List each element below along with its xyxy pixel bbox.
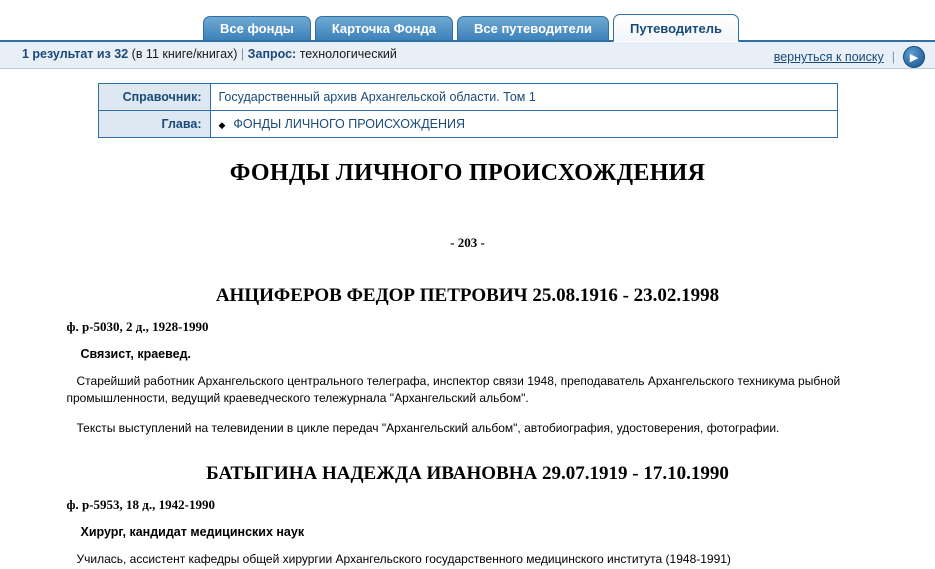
query-value: технологический	[299, 47, 397, 61]
entry-paragraph: Училась, ассистент кафедры общей хирургии Архангельского государственного медицинского института (1948-1991)	[76, 552, 731, 567]
table-row-chapter	[98, 111, 837, 138]
back-to-search-link[interactable]: вернуться к поиску	[773, 50, 884, 64]
tab-bar	[0, 0, 935, 42]
tab-all-guides[interactable]: Все путеводители	[457, 16, 609, 40]
entry-occupation: Хирург, кандидат медицинских наук	[80, 525, 305, 540]
diamond-bullet-icon: ◆	[218, 120, 226, 130]
page-number: - 203 -	[450, 235, 485, 250]
entry-paragraph: Тексты выступлений на телевидении в цикле передач "Архангельский альбом", автобиография, удостоверения, фотографии.	[76, 420, 780, 435]
status-bar	[0, 42, 935, 69]
status-separator: |	[237, 47, 248, 61]
entry-name: БАТЫГИНА НАДЕЖДА ИВАНОВНА 29.07.1919 - 17.10.1990	[206, 463, 729, 485]
chapter-value-cell[interactable]	[210, 111, 837, 138]
entry-anciferov	[53, 285, 883, 437]
status-separator-right: |	[891, 50, 895, 64]
result-count-text	[22, 47, 132, 61]
chapter-label: Глава:	[98, 111, 210, 138]
books-count-text: (в 11 книге/книгах)	[131, 47, 238, 61]
entry-name: АНЦИФЕРОВ ФЕДОР ПЕТРОВИЧ 25.08.1916 - 23.02.1998	[215, 285, 720, 306]
entry-fund-line: ф. р-5953, 18 д., 1942-1990	[66, 497, 215, 513]
reference-value: Государственный архив Архангельской области. Том 1	[210, 84, 837, 111]
entry-batygina	[53, 463, 883, 568]
query-label: Запрос:	[247, 47, 297, 61]
chapter-value: ФОНДЫ ЛИЧНОГО ПРОИСХОЖДЕНИЯ	[233, 117, 466, 131]
tab-guide[interactable]: Путеводитель	[613, 14, 739, 42]
table-row-reference	[98, 84, 837, 111]
result-count-value: 1 результат из 32	[22, 47, 132, 61]
arrow-right-icon[interactable]: ▶	[903, 46, 925, 68]
entry-occupation: Связист, краевед.	[80, 347, 191, 361]
tab-list	[203, 12, 739, 40]
entry-fund-line: ф. р-5030, 2 д., 1928-1990	[66, 319, 209, 334]
entry-paragraph: Старейший работник Архангельского центрального телеграфа, инспектор связи 1948, преподаватель Архангельского техникума рыбной промышленности, ведущий краеведческого тележурнала "Архангельский альбом".	[66, 374, 841, 406]
reference-header-table	[98, 83, 838, 138]
reference-label: Справочник:	[98, 84, 210, 111]
chapter-bullet-item	[219, 117, 829, 131]
tab-all-funds[interactable]: Все фонды	[203, 16, 311, 40]
document-chapter-title: ФОНДЫ ЛИЧНОГО ПРОИСХОЖДЕНИЯ	[229, 160, 706, 186]
status-bar-right	[774, 46, 925, 68]
tab-fund-card[interactable]: Карточка Фонда	[315, 16, 453, 40]
status-bar-left	[22, 47, 397, 61]
document-body	[53, 138, 883, 569]
